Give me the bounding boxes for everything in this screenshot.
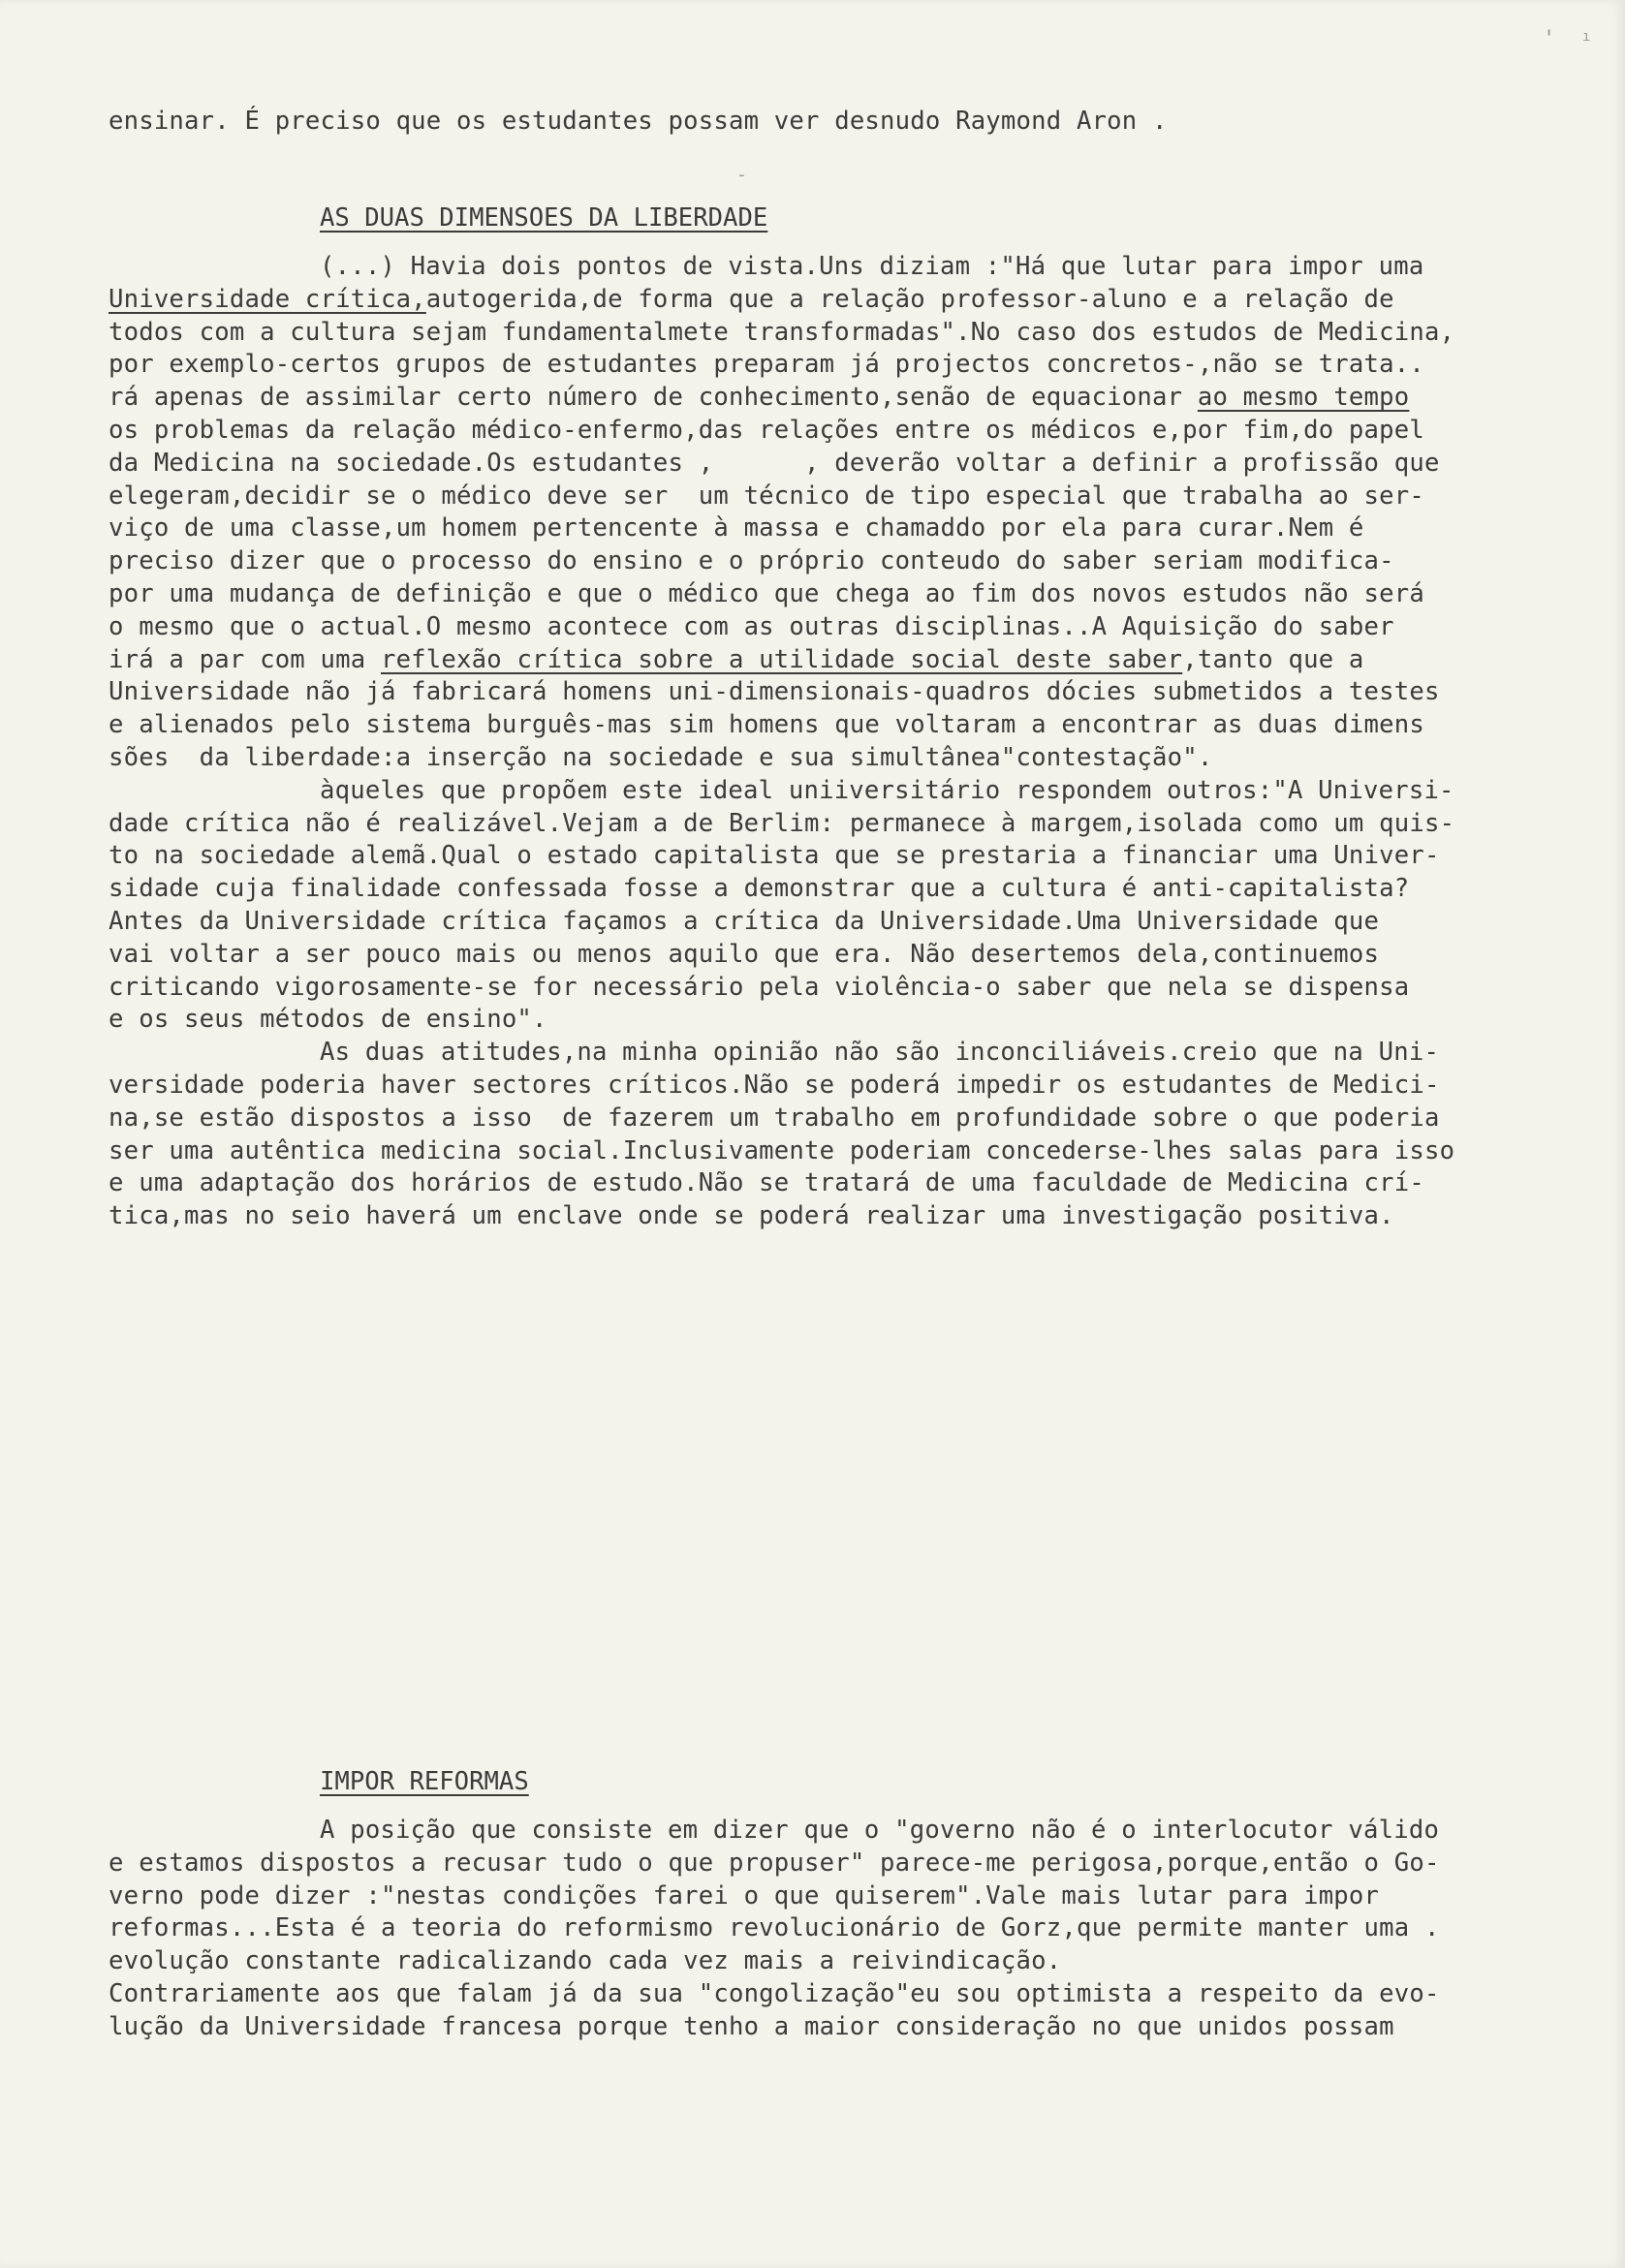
text-line xyxy=(109,381,1552,414)
text-segment: reflexão crítica sobre a utilidade social deste saber xyxy=(380,644,1183,674)
text-line: criticando vigorosamente-se for necessário pela violência-o saber que nela se dispensa xyxy=(109,972,1410,1002)
text-line: reformas...Esta é a teoria do reformismo revolucionário de Gorz,que permite manter uma . xyxy=(109,1913,1440,1943)
top-line: ensinar. É preciso que os estudantes possam ver desnudo Raymond Aron . xyxy=(109,107,1168,136)
text-line: vai voltar a ser pouco mais ou menos aquilo que era. Não desertemos dela,continuemos xyxy=(109,939,1380,969)
text-line: elegeram,decidir se o médico deve ser um técnico de tipo especial que trabalha ao ser- xyxy=(109,481,1424,511)
text-line: (...) Havia dois pontos de vista.Uns diziam :"Há que lutar para impor uma xyxy=(320,252,1424,281)
text-line: to na sociedade alemã.Qual o estado capitalista que se prestaria a financiar uma Univer- xyxy=(109,841,1440,871)
text-line: e uma adaptação dos horários de estudo.Não se tratará de uma faculdade de Medicina crí- xyxy=(109,1168,1424,1198)
text-line: sidade cuja finalidade confessada fosse a demonstrar que a cultura é anti-capitalista? xyxy=(109,874,1410,904)
text-segment: Universidade crítica, xyxy=(109,284,426,314)
text-line: na,se estão dispostos a isso de fazerem um trabalho em profundidade sobre o que poderia xyxy=(109,1103,1440,1133)
text-line: os problemas da relação médico-enfermo,das relações entre os médicos e,por fim,do papel xyxy=(109,416,1424,445)
text-line: dade crítica não é realizável.Vejam a de Berlim: permanece à margem,isolada como um quis- xyxy=(109,808,1455,838)
text-line xyxy=(109,643,1552,676)
text-line: Antes da Universidade crítica façamos a crítica da Universidade.Uma Universidade que xyxy=(109,907,1380,936)
page-mark: ' xyxy=(1543,27,1556,51)
text-line: As duas atitudes,na minha opinião não são inconciliáveis.creio que na Uni- xyxy=(320,1038,1440,1068)
text-line: verno pode dizer :"nestas condições farei o que quiserem".Vale mais lutar para impor xyxy=(109,1880,1380,1911)
text-line: A posição que consiste em dizer que o "governo não é o interlocutor válido xyxy=(320,1816,1440,1845)
text-segment: rá apenas de assimilar certo número de conhecimento,senão de equacionar xyxy=(109,383,1198,413)
text-line: Contrariamente aos que falam já da sua "congolização"eu sou optimista a respeito da evo- xyxy=(109,1979,1440,2008)
text-line: preciso dizer que o processo do ensino e o próprio conteudo do saber seriam modifica- xyxy=(109,546,1394,576)
text-line: por exemplo-certos grupos de estudantes preparam já projectos concretos-,não se trata.. xyxy=(109,350,1424,380)
text-line: versidade poderia haver sectores críticos.Não se poderá impedir os estudantes de Medici- xyxy=(109,1071,1440,1100)
text-line: sões da liberdade:a inserção na sociedade e sua simultânea"contestação". xyxy=(109,743,1213,772)
text-line: ser uma autêntica medicina social.Inclusivamente poderiam concederse-lhes salas para isso xyxy=(109,1135,1455,1165)
text-line: Universidade não já fabricará homens uni-dimensionais-quadros dócies submetidos a testes xyxy=(109,677,1440,707)
text-line: evolução constante radicalizando cada vez mais a reivindicação. xyxy=(109,1946,1062,1976)
text-segment: ao mesmo tempo xyxy=(1197,383,1410,413)
text-line: tica,mas no seio haverá um enclave onde se poderá realizar uma investigação positiva. xyxy=(109,1201,1394,1231)
section-heading-reformas: IMPOR REFORMAS xyxy=(320,1767,529,1796)
text-line: viço de uma classe,um homem pertencente à massa e chamaddo por ela para curar.Nem é xyxy=(109,513,1364,544)
text-segment: irá a par com uma xyxy=(109,644,381,674)
text-segment: ,tanto que a xyxy=(1182,644,1364,674)
stray-dash: - xyxy=(736,165,747,185)
text-line: por uma mudança de definição e que o médico que chega ao fim dos novos estudos não será xyxy=(109,579,1424,608)
text-line: e estamos dispostos a recusar tudo o que propuser" parece-me perigosa,porque,então o Go- xyxy=(109,1848,1440,1878)
text-segment: autogerida,de forma que a relação professor-aluno e a relação de xyxy=(425,284,1394,314)
text-line xyxy=(109,283,1552,316)
text-line: lução da Universidade francesa porque tenho a maior consideração no que unidos possam xyxy=(109,2011,1394,2041)
text-line: da Medicina na sociedade.Os estudantes , , deverão voltar a definir a profissão que xyxy=(109,448,1440,478)
text-line: o mesmo que o actual.O mesmo acontece com as outras disciplinas..A Aquisição do saber xyxy=(109,611,1394,641)
text-line: e os seus métodos de ensino". xyxy=(109,1005,547,1035)
text-line: àqueles que propõem este ideal uniiversitário respondem outros:"A Universi- xyxy=(320,775,1454,805)
section-heading-liberdade: AS DUAS DIMENSOES DA LIBERDADE xyxy=(320,203,768,233)
text-line: e alienados pelo sistema burguês-mas sim homens que voltaram a encontrar as duas dimens xyxy=(109,710,1424,740)
page-mark-small: ı xyxy=(1582,29,1591,45)
text-line: todos com a cultura sejam fundamentalmete transformadas".No caso dos estudos de Medicina, xyxy=(109,317,1455,347)
